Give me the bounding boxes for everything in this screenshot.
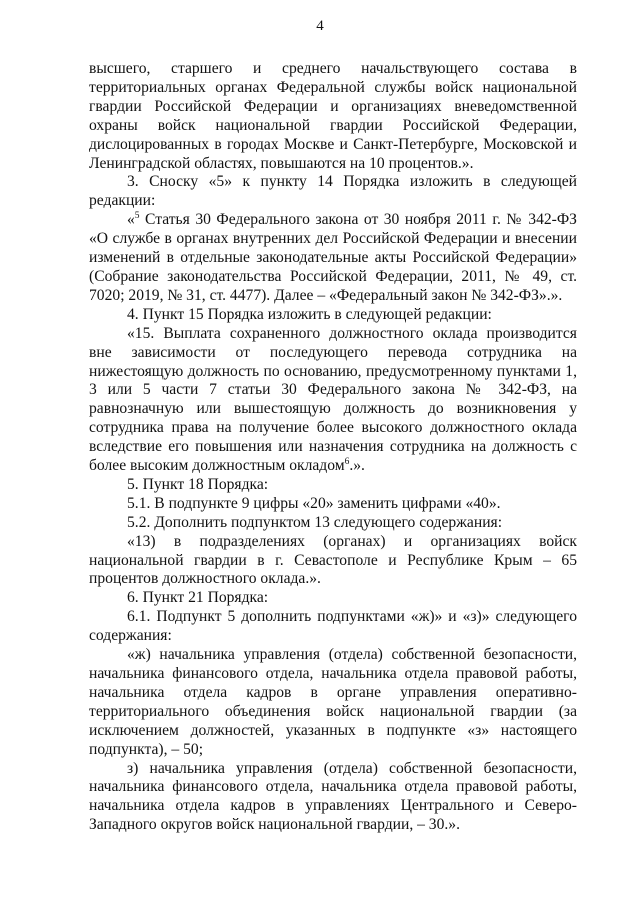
paragraph-subitem-13: «13) в подразделениях (органах) и организациях войск национальной гвардии в г. Севастополе и Республике Крым – 65 процентов должностного оклада.». — [89, 532, 577, 588]
paragraph-subitem-zh: «ж) начальника управления (отдела) собственной безопасности, начальника финансового отдела, начальника отдела правовой работы, начальника отдела кадров в органе управления оперативно-территориального объединения войск национальной гвардии (за исключением должностей, указанных в подпункте «з» настоящего подпункта), – 50; — [89, 646, 577, 758]
footnote-marker: 5 — [134, 211, 140, 222]
paragraph-item-6: 6. Пункт 21 Порядка: — [127, 589, 269, 607]
document-body — [89, 60, 577, 835]
paragraph-item-5-1: 5.1. В подпункте 9 цифры «20» заменить цифрами «40». — [127, 494, 501, 512]
paragraph-item-5: 5. Пункт 18 Порядка: — [127, 475, 269, 493]
paragraph-item-3: 3. Сноску «5» к пункту 14 Порядка изложить в следующей редакции: — [89, 173, 577, 210]
paragraph-item-6-1: 6.1. Подпункт 5 дополнить подпунктами «ж)» и «з)» следующего содержания: — [89, 608, 577, 645]
footnote-body: Статья 30 Федерального закона от 30 ноября 2011 г. № 342-ФЗ «О службе в органах внутренних дел Российской Федерации и внесении изменений в отдельные законодательные акты Российской Федерации» (Собрание законодательства Российской Федерации, 2011, № 49, ст. 7020; 2019, № 31, ст. 4477). Далее – «Федеральный закон № 342-ФЗ».». — [89, 211, 577, 304]
paragraph-subitem-z: з) начальника управления (отдела) собственной безопасности, начальника финансового отдела, начальника отдела правовой работы, начальника отдела кадров в управлениях Центрального и Северо-Западного округов войск национальной гвардии, – 30.». — [89, 759, 577, 834]
paragraph-item-4: 4. Пункт 15 Порядка изложить в следующей редакции: — [127, 305, 492, 323]
paragraph-item-5-2: 5.2. Дополнить подпунктом 13 следующего содержания: — [127, 513, 503, 531]
item-15-end: .». — [349, 457, 365, 475]
page-number: 4 — [316, 18, 324, 34]
footnote-marker: 6 — [344, 456, 350, 467]
paragraph-continuation-allowance: высшего, старшего и среднего начальствующего состава в территориальных органах Федеральной службы войск национальной гвардии Российской Федерации и организациях вневедомственной охраны войск национальной гвардии Российской Федерации, дислоцированных в городах Москве и Санкт-Петербурге, Московской и Ленинградской областях, повышаются на 10 процентов.». — [89, 60, 577, 172]
footnote-quote-open: « — [127, 211, 135, 229]
item-15-body: «15. Выплата сохраненного должностного оклада производится вне зависимости от последующего перевода сотрудника на нижестоящую должность по основанию, предусмотренному пунктами 1, 3 или 5 части 7 статьи 30 Федерального закона № 342-ФЗ, на равнозначную или вышестоящую должность до возникновения у сотрудника права на получение более высокого должностного оклада вследствие его повышения или назначения сотрудника на должность с более высоким должностным окладом — [89, 324, 577, 475]
paragraph-footnote-5-text — [89, 211, 577, 306]
paragraph-item-15-text — [89, 325, 577, 476]
